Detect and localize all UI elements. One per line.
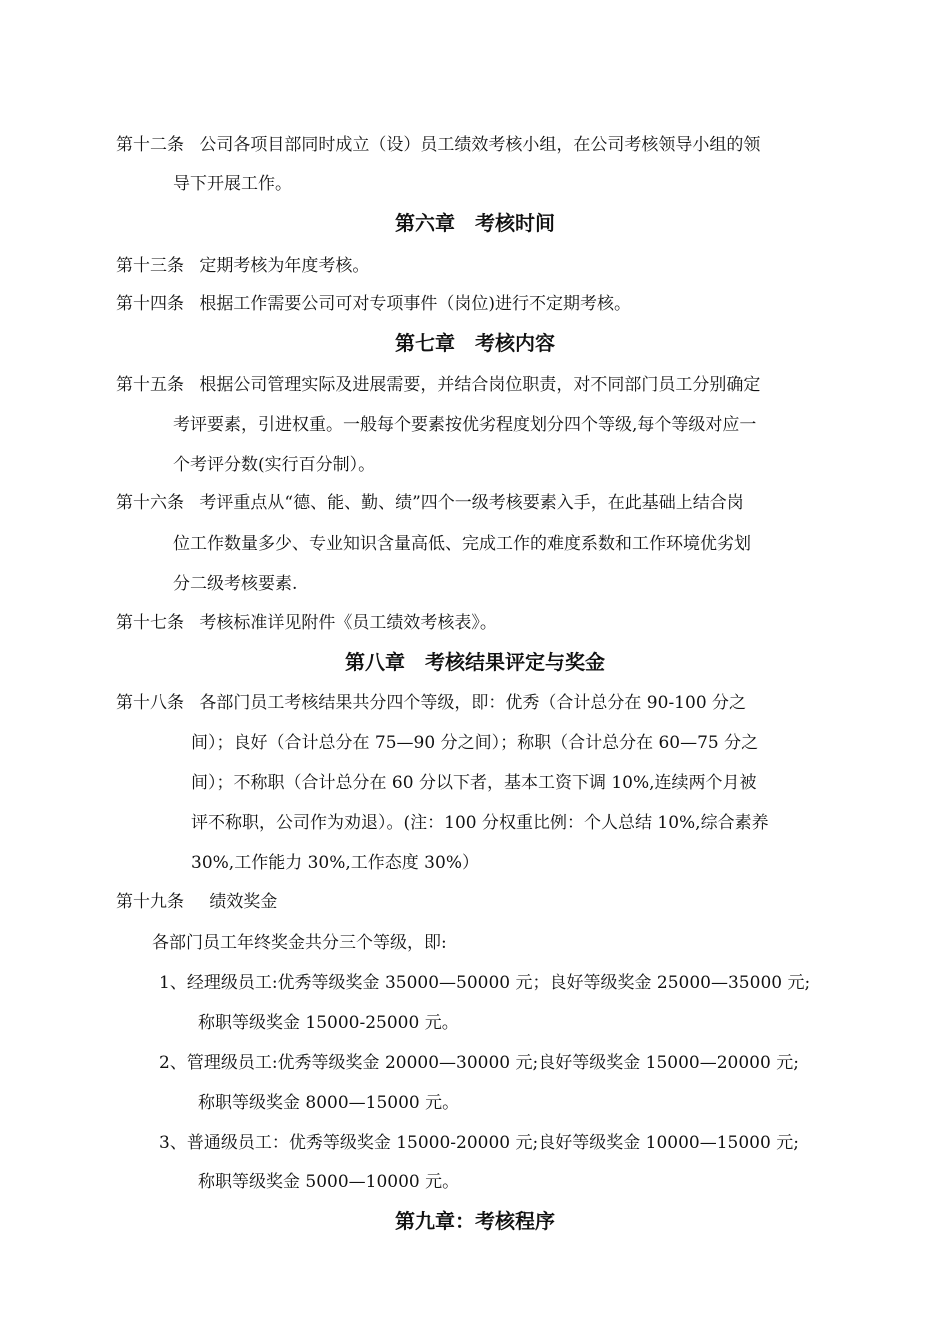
bonus-item-1-line-1: 1、经理级员工:优秀等级奖金 35000—50000 元；良好等级奖金 25000—35000 元; xyxy=(159,973,811,993)
article-17-label: 第十七条 xyxy=(116,613,184,633)
chapter-6-heading: 第六章 考核时间 xyxy=(395,211,555,235)
article-15-line-2: 考评要素，引进权重。一般每个要素按优劣程度划分四个等级,每个等级对应一 xyxy=(173,415,757,435)
article-13-line-1 xyxy=(116,254,369,278)
article-15-text-1: 根据公司管理实际及进展需要，并结合岗位职责，对不同部门员工分别确定 xyxy=(199,375,761,395)
article-17-text-1: 考核标准详见附件《员工绩效考核表》。 xyxy=(199,613,497,633)
article-16-line-2: 位工作数量多少、专业知识含量高低、完成工作的难度系数和工作环境优劣划 xyxy=(173,534,751,554)
article-15-line-1 xyxy=(116,373,760,397)
article-19-label: 第十九条 xyxy=(116,892,184,912)
chapter-9-heading: 第九章：考核程序 xyxy=(395,1209,555,1233)
article-18-label: 第十八条 xyxy=(116,693,184,713)
article-14-label: 第十四条 xyxy=(116,294,184,314)
bonus-item-2-line-2: 称职等级奖金 8000—15000 元。 xyxy=(198,1093,460,1113)
article-15-label: 第十五条 xyxy=(116,375,184,395)
article-18-line-2: 间）；良好（合计总分在 75—90 分之间）；称职（合计总分在 60—75 分之 xyxy=(191,733,759,753)
article-18-text-1: 各部门员工考核结果共分四个等级，即：优秀（合计总分在 90-100 分之 xyxy=(199,693,747,713)
article-12-line-2: 导下开展工作。 xyxy=(173,174,292,194)
article-12-text-1: 公司各项目部同时成立（设）员工绩效考核小组，在公司考核领导小组的领 xyxy=(199,135,761,155)
article-14-line-1 xyxy=(116,292,631,316)
bonus-item-1-line-2: 称职等级奖金 15000-25000 元。 xyxy=(198,1013,459,1033)
article-14-text-1: 根据工作需要公司可对专项事件（岗位)进行不定期考核。 xyxy=(199,294,632,314)
article-16-line-3: 分二级考核要素. xyxy=(173,574,298,594)
article-16-text-1: 考评重点从“德、能、勤、绩”四个一级考核要素入手，在此基础上结合岗 xyxy=(199,493,744,513)
chapter-8-heading: 第八章 考核结果评定与奖金 xyxy=(345,650,605,674)
article-17-line-1 xyxy=(116,611,497,635)
article-19-intro: 各部门员工年终奖金共分三个等级，即: xyxy=(152,933,447,953)
article-19-title: 绩效奖金 xyxy=(209,892,278,912)
chapter-7-heading: 第七章 考核内容 xyxy=(395,331,555,355)
bonus-item-3-line-2: 称职等级奖金 5000—10000 元。 xyxy=(198,1172,460,1192)
bonus-item-2-line-1: 2、管理级员工:优秀等级奖金 20000—30000 元;良好等级奖金 15000—20000 元; xyxy=(159,1053,799,1073)
article-16-line-1 xyxy=(116,491,744,515)
article-13-label: 第十三条 xyxy=(116,256,184,276)
article-18-line-1 xyxy=(116,691,746,715)
article-18-line-5: 30%,工作能力 30%,工作态度 30%） xyxy=(191,853,479,873)
article-13-text-1: 定期考核为年度考核。 xyxy=(199,256,370,276)
article-12-line-1 xyxy=(116,133,760,157)
article-18-line-4: 评不称职，公司作为劝退）。(注：100 分权重比例：个人总结 10%,综合素养 xyxy=(191,813,769,833)
article-12-label: 第十二条 xyxy=(116,135,184,155)
article-19-line-1 xyxy=(116,890,277,914)
bonus-item-3-line-1: 3、普通级员工：优秀等级奖金 15000-20000 元;良好等级奖金 10000—15000 元; xyxy=(159,1133,799,1153)
article-18-line-3: 间）；不称职（合计总分在 60 分以下者，基本工资下调 10%,连续两个月被 xyxy=(191,773,757,793)
article-16-label: 第十六条 xyxy=(116,493,184,513)
article-15-line-3: 个考评分数(实行百分制）。 xyxy=(173,455,376,475)
